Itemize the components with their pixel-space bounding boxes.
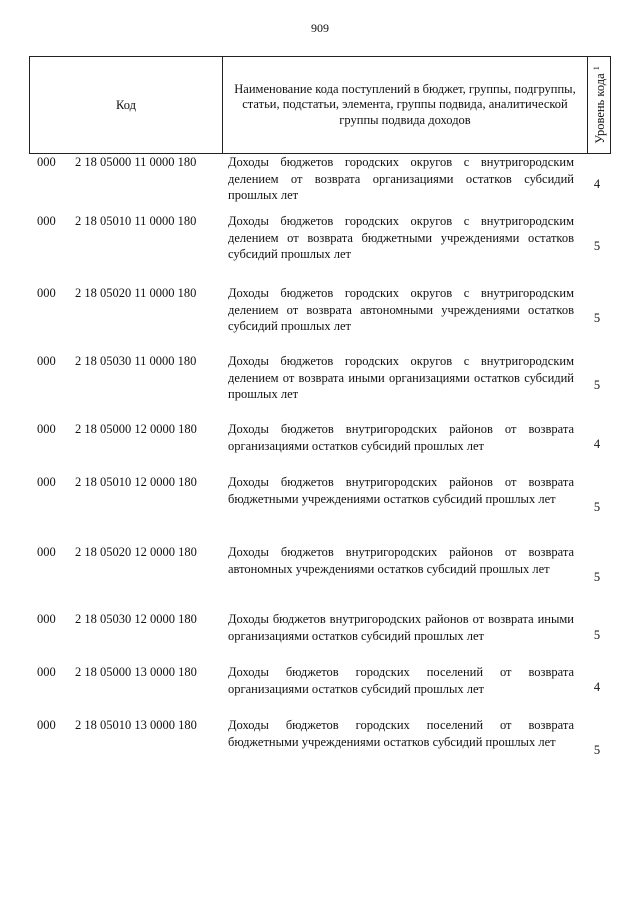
- row-level: 5: [593, 570, 601, 584]
- row-name: Доходы бюджетов внутригородских районов от возврата иными организациями остатков субсидий прошлых лет: [228, 612, 574, 643]
- table-row: [35, 611, 605, 664]
- row-level: 4: [593, 437, 601, 451]
- header-name-label: Наименование кода поступлений в бюджет, группы, подгруппы, статьи, подстатьи, элемента, группы подвида, аналитической группы подвида доходов: [234, 81, 576, 127]
- row-code: 2 18 05010 13 0000 180: [75, 718, 197, 732]
- header-level-column: [587, 57, 611, 153]
- table-body: [35, 154, 605, 777]
- row-admin-code: 000: [37, 214, 56, 228]
- row-level: 4: [593, 177, 601, 191]
- table-row: [35, 544, 605, 611]
- row-code: 2 18 05000 12 0000 180: [75, 422, 197, 436]
- row-admin-code: 000: [37, 354, 56, 368]
- row-name: Доходы бюджетов городских округов с внутригородским делением от возврата иными организациями остатков субсидий прошлых лет: [228, 354, 574, 401]
- row-name: Доходы бюджетов городских округов с внутригородским делением от возврата автономными учреждениями остатков субсидий прошлых лет: [228, 286, 574, 333]
- table-row: [35, 421, 605, 474]
- row-name: Доходы бюджетов внутригородских районов от возврата бюджетными учреждениями остатков субсидий прошлых лет: [228, 475, 574, 506]
- row-level: 5: [593, 500, 601, 514]
- row-name: Доходы бюджетов городских округов с внутригородским делением от возврата бюджетными учреждениями остатков субсидий прошлых лет: [228, 214, 574, 261]
- row-admin-code: 000: [37, 612, 56, 626]
- table-row: [35, 285, 605, 353]
- row-code: 2 18 05010 11 0000 180: [75, 214, 197, 228]
- table-header: [29, 56, 611, 154]
- row-code: 2 18 05000 11 0000 180: [75, 155, 197, 169]
- header-level-footnote: 1: [591, 66, 601, 71]
- row-level: 5: [593, 378, 601, 392]
- row-admin-code: 000: [37, 475, 56, 489]
- table-row: [35, 154, 605, 213]
- table-row: [35, 353, 605, 421]
- row-code: 2 18 05030 12 0000 180: [75, 612, 197, 626]
- table-row: [35, 717, 605, 777]
- row-level: 5: [593, 239, 601, 253]
- row-code: 2 18 05020 11 0000 180: [75, 286, 197, 300]
- row-level: 4: [593, 680, 601, 694]
- row-level: 5: [593, 743, 601, 757]
- header-code-column: [30, 57, 223, 153]
- header-code-label: Код: [116, 98, 136, 112]
- header-level-text: Уровень кода: [592, 73, 607, 144]
- row-admin-code: 000: [37, 286, 56, 300]
- row-level: 5: [593, 311, 601, 325]
- row-name: Доходы бюджетов внутригородских районов от возврата автономных учреждениями остатков субсидий прошлых лет: [228, 545, 574, 576]
- row-admin-code: 000: [37, 155, 56, 169]
- table-row: [35, 474, 605, 544]
- row-name: Доходы бюджетов городских округов с внутригородским делением от возврата организациями остатков субсидий прошлых лет: [228, 155, 574, 202]
- row-admin-code: 000: [37, 545, 56, 559]
- row-name: Доходы бюджетов внутригородских районов от возврата организациями остатков субсидий прошлых лет: [228, 422, 574, 453]
- row-name: Доходы бюджетов городских поселений от возврата бюджетными учреждениями остатков субсидий прошлых лет: [228, 718, 574, 749]
- header-level-label: [591, 66, 607, 144]
- row-code: 2 18 05020 12 0000 180: [75, 545, 197, 559]
- row-code: 2 18 05010 12 0000 180: [75, 475, 197, 489]
- row-admin-code: 000: [37, 665, 56, 679]
- row-level: 5: [593, 628, 601, 642]
- row-code: 2 18 05000 13 0000 180: [75, 665, 197, 679]
- row-admin-code: 000: [37, 718, 56, 732]
- table-row: [35, 213, 605, 285]
- table-row: [35, 664, 605, 717]
- row-name: Доходы бюджетов городских поселений от возврата организациями остатков субсидий прошлых лет: [228, 665, 574, 696]
- row-code: 2 18 05030 11 0000 180: [75, 354, 197, 368]
- page-number: 909: [311, 21, 329, 35]
- row-admin-code: 000: [37, 422, 56, 436]
